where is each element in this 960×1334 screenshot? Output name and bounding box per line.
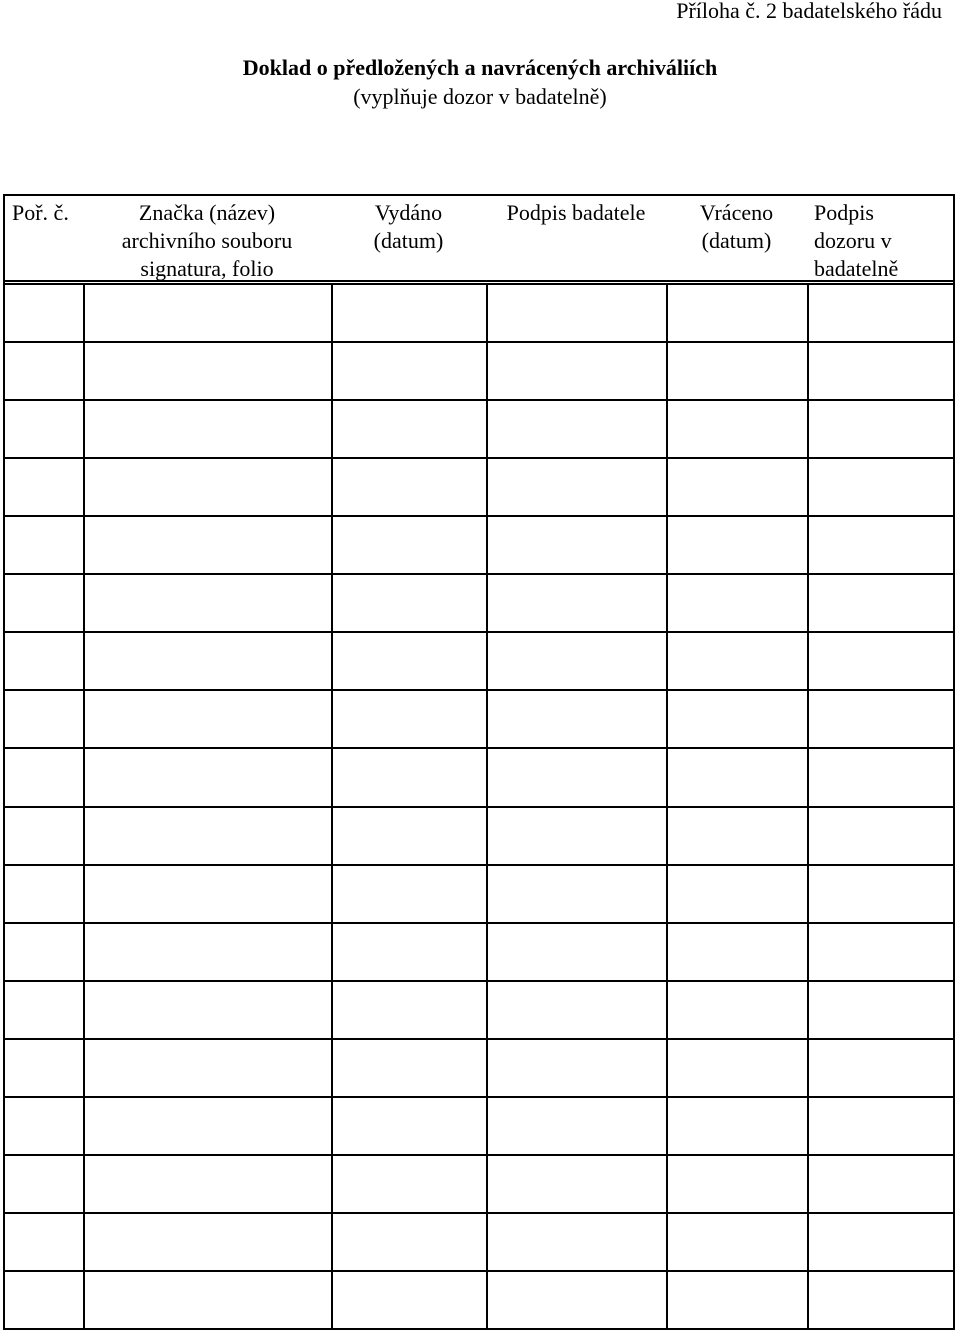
annex-label: Příloha č. 2 badatelského řádu [676,0,942,23]
table-row [3,633,955,691]
table-row [3,749,955,807]
table-row [3,401,955,459]
table-row [3,343,955,401]
header-supervisor-signature: Podpis dozoru v badatelně [814,200,899,281]
table-row [3,866,955,924]
table-header [3,194,955,288]
table-row [3,517,955,575]
document-subtitle: (vyplňuje dozor v badatelně) [353,84,607,109]
archival-record-table [3,194,955,1330]
header-order-number: Poř. č. [12,200,69,225]
table-row [3,1156,955,1214]
table-row [3,691,955,749]
table-row [3,1272,955,1330]
table-row [3,459,955,517]
header-fond-reference: Značka (název) archivního souboru signatura, folio [121,200,293,281]
table-row [3,1040,955,1098]
table-row [3,982,955,1040]
header-returned-date: Vráceno (datum) [699,200,774,253]
table-row [3,285,955,343]
table-row [3,1214,955,1272]
header-issued-date: Vydáno (datum) [373,200,444,253]
table-row [3,575,955,633]
document-title: Doklad o předložených a navrácených archiváliích [242,55,718,80]
table-row [3,1098,955,1156]
table-row [3,808,955,866]
row-rule [3,1328,955,1330]
table-row [3,924,955,982]
table-body [3,285,955,1330]
header-researcher-signature: Podpis badatele [506,200,646,225]
